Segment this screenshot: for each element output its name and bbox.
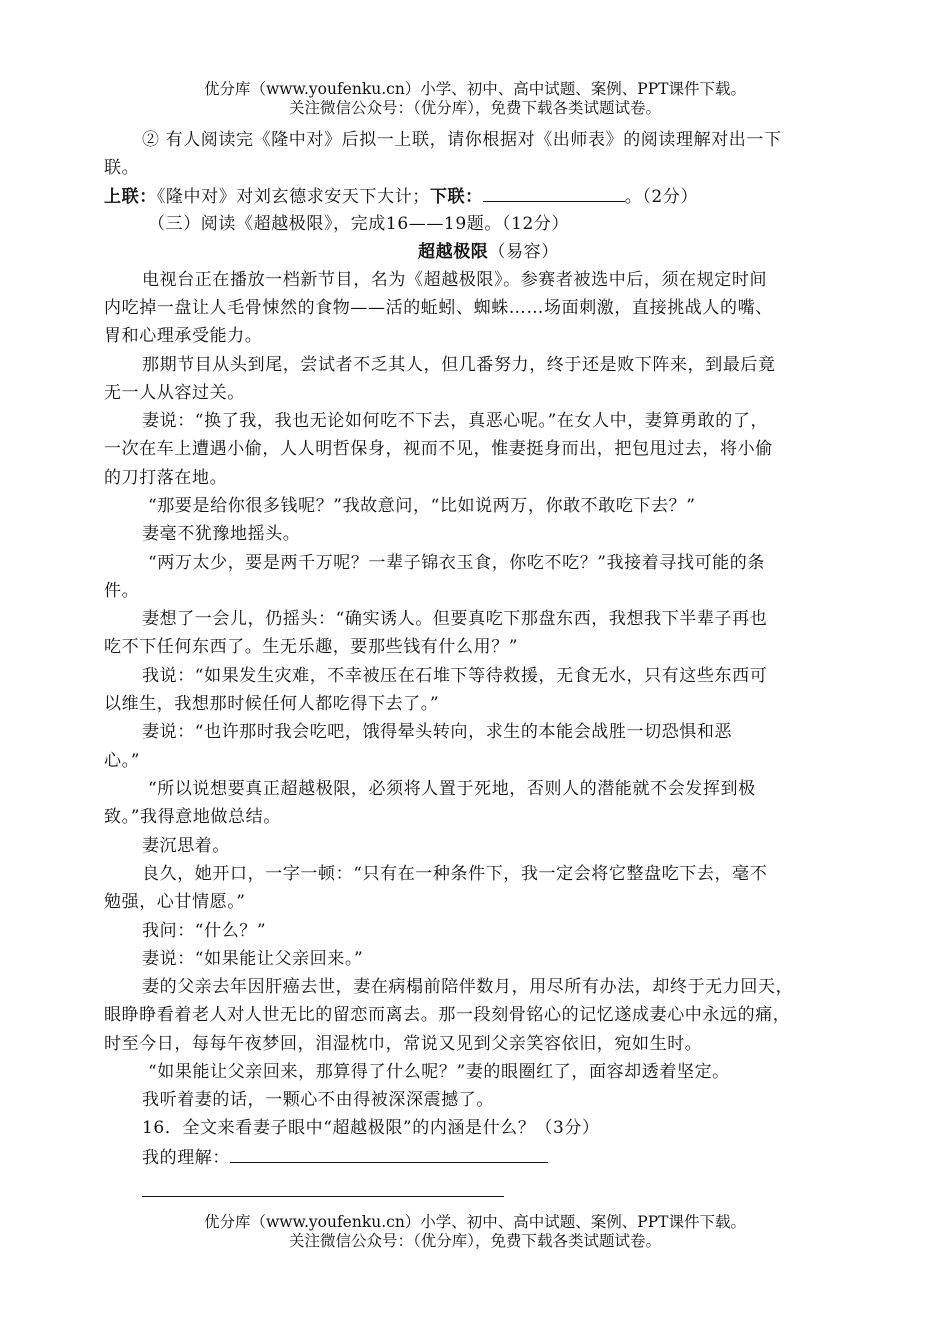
story-line: 妻沉思着。 xyxy=(142,836,230,856)
page-header-line-1: 优分库（www.youfenku.cn）小学、初中、高中试题、案例、PPT课件下载。 xyxy=(203,80,747,98)
story-line: 的刀打落在地。 xyxy=(104,468,228,488)
story-line: 一次在车上遭遇小偷，人人明哲保身，视而不见，惟妻挺身而出，把包甩过去，将小偷 xyxy=(104,439,773,459)
page-footer-line-2: 关注微信公众号：（优分库），免费下载各类试题试卷。 xyxy=(288,1232,661,1250)
story-line: 时至今日，每每午夜梦回，泪湿枕巾，常说又见到父亲笑容依旧，宛如生时。 xyxy=(104,1034,703,1054)
page-header-line-2: 关注微信公众号：（优分库），免费下载各类试题试卷。 xyxy=(288,99,661,117)
q2-couplet-row xyxy=(104,185,698,208)
story-line: 吃不下任何东西了。生无乐趣，要那些钱有什么用？” xyxy=(104,637,519,657)
story-line: 我听着妻的话，一颗心不由得被深深震撼了。 xyxy=(142,1090,494,1110)
q2-end-score: 。（2分） xyxy=(624,187,699,207)
section3-intro: （三）阅读《超越极限》，完成16——19题。（12分） xyxy=(148,214,570,234)
q16-answer-blank-1[interactable] xyxy=(230,1146,548,1163)
page-footer-line-1: 优分库（www.youfenku.cn）小学、初中、高中试题、案例、PPT课件下载。 xyxy=(203,1213,747,1231)
story-line: 以维生，我想那时候任何人都吃得下去了。” xyxy=(104,694,440,714)
q2-prompt-line-2: 联。 xyxy=(104,158,140,178)
story-line: 电视台正在播放一档新节目，名为《超越极限》。参赛者被选中后，须在规定时间 xyxy=(142,270,768,290)
story-line: 胃和心理承受能力。 xyxy=(104,326,263,346)
story-line: “所以说想要真正超越极限，必须将人置于死地，否则人的潜能就不会发挥到极 xyxy=(148,779,756,799)
story-line: 妻的父亲去年因肝癌去世，妻在病榻前陪伴数月，用尽所有办法，却终于无力回天， xyxy=(142,977,794,997)
story-line: “那要是给你很多钱呢？”我故意问，“比如说两万，你敢不敢吃下去？” xyxy=(148,496,696,516)
upper-couplet-label: 上联： xyxy=(104,187,157,207)
story-title-row xyxy=(418,241,559,263)
story-line: 那期节目从头到尾，尝试者不乏其人，但几番努力，终于还是败下阵来，到最后竟 xyxy=(142,355,776,375)
story-line: 妻毫不犹豫地摇头。 xyxy=(142,524,301,544)
q16-answer-row xyxy=(142,1146,548,1169)
upper-couplet-text: 《隆中对》对刘玄德求安天下大计； xyxy=(156,187,430,207)
story-line: 良久，她开口，一字一顿：“只有在一种条件下，我一定会将它整盘吃下去，毫不 xyxy=(142,864,768,884)
story-author: （易容） xyxy=(488,242,559,262)
q2-prompt-line-1: ② 有人阅读完《隆中对》后拟一上联，请你根据对《出师表》的阅读理解对出一下 xyxy=(142,130,782,150)
story-line: 心。” xyxy=(104,751,140,771)
story-line: “两万太少，要是两千万呢？一辈子锦衣玉食，你吃不吃？”我接着寻找可能的条 xyxy=(148,553,765,573)
story-line: 内吃掉一盘让人毛骨悚然的食物——活的蚯蚓、蜘蛛……场面刺激，直接挑战人的嘴、 xyxy=(104,298,773,318)
q16-question: 16．全文来看妻子眼中“超越极限”的内涵是什么？（3分） xyxy=(142,1118,600,1138)
story-line: 我问：“什么？” xyxy=(142,921,267,941)
story-title: 超越极限 xyxy=(418,242,489,262)
story-line: 妻说：“如果能让父亲回来。” xyxy=(142,949,364,969)
story-line: 勉强，心甘情愿。” xyxy=(104,892,246,912)
lower-couplet-label: 下联： xyxy=(429,187,483,207)
story-line: 致。”我得意地做总结。 xyxy=(104,807,281,827)
story-line: 眼睁睁看着老人对人世无比的留恋而离去。那一段刻骨铭心的记忆遂成妻心中永远的痛， xyxy=(104,1005,791,1025)
story-line: 妻说：“也许那时我会吃吧，饿得晕头转向，求生的本能会战胜一切恐惧和恶 xyxy=(142,722,733,742)
story-line: “如果能让父亲回来，那算得了什么呢？”妻的眼圈红了，面容却透着坚定。 xyxy=(148,1062,730,1082)
story-line: 妻说：“换了我，我也无论如何吃不下去，真恶心呢。”在女人中，妻算勇敢的了， xyxy=(142,411,769,431)
story-line: 妻想了一会儿，仍摇头：“确实诱人。但要真吃下那盘东西，我想我下半辈子再也 xyxy=(142,609,768,629)
q16-answer-blank-2[interactable] xyxy=(142,1196,504,1197)
lower-couplet-answer-blank[interactable] xyxy=(483,185,625,202)
story-line: 我说：“如果发生灾难，不幸被压在石堆下等待救援，无食无水，只有这些东西可 xyxy=(142,666,768,686)
q16-answer-label: 我的理解： xyxy=(142,1148,230,1168)
story-line: 件。 xyxy=(104,581,140,601)
story-line: 无一人从容过关。 xyxy=(104,383,245,403)
